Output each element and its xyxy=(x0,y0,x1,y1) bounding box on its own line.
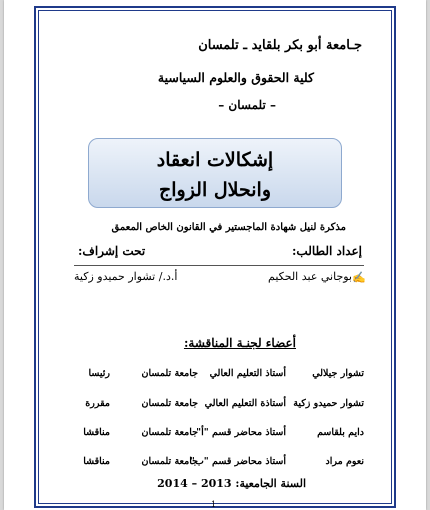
committee-rank: أستاذ محاضر قسم "أ" xyxy=(196,427,286,438)
committee-institution: جامعة تلمسان xyxy=(141,368,198,379)
faculty-name: كلية الحقوق والعلوم السياسية xyxy=(157,70,314,85)
committee-name: تشوار جيلالي xyxy=(312,368,364,379)
thesis-title-line1: إشكالات انعقاد xyxy=(156,149,274,171)
committee-rank: أستاذة التعليم العالي xyxy=(204,398,286,409)
thesis-title-line2: وانحلال الزواج xyxy=(158,179,272,201)
committee-role: رئيسا xyxy=(88,368,110,379)
committee-institution: جامعة تلمسان xyxy=(141,456,198,467)
committee-role: مناقشا xyxy=(83,456,110,467)
committee-name: تشوار حميدو زكية xyxy=(293,398,364,409)
committee-institution: جامعة تلمسان xyxy=(141,427,198,438)
committee-rank: أستاذ التعليم العالي xyxy=(209,368,286,379)
academic-year: السنة الجامعية: 2013 – 2014 xyxy=(157,477,306,490)
supervisor-name: أ.د./ تشوار حميدو زكية xyxy=(74,270,178,283)
committee-institution: جامعة تلمسان xyxy=(141,398,198,409)
document-page xyxy=(4,0,426,510)
supervisor-label: تحت إشراف: xyxy=(78,244,146,258)
thesis-subtitle: مذكرة لنيل شهادة الماجستير في القانون الخاص المعمق xyxy=(111,222,346,233)
committee-rank: أستاذ محاضر قسم "ب" xyxy=(189,456,286,467)
city-name: – تلمسان – xyxy=(218,98,276,112)
student-name: بوجاني عبد الحكيم xyxy=(268,270,352,283)
page-number: 1 xyxy=(211,500,217,509)
pen-icon: ✍ xyxy=(352,271,366,284)
student-label: إعداد الطالب: xyxy=(291,244,362,258)
divider-line xyxy=(74,265,364,266)
committee-title: أعضاء لجنـة المناقشة: xyxy=(183,336,296,350)
committee-role: مقررة xyxy=(85,398,110,409)
committee-name: نعوم مراد xyxy=(325,456,364,467)
university-name: جـامعة أبو بكر بلقايد ـ تلمسان xyxy=(198,38,362,53)
committee-name: دايم بلقاسم xyxy=(317,427,364,438)
thesis-title-box xyxy=(88,138,342,208)
committee-role: مناقشا xyxy=(83,427,110,438)
